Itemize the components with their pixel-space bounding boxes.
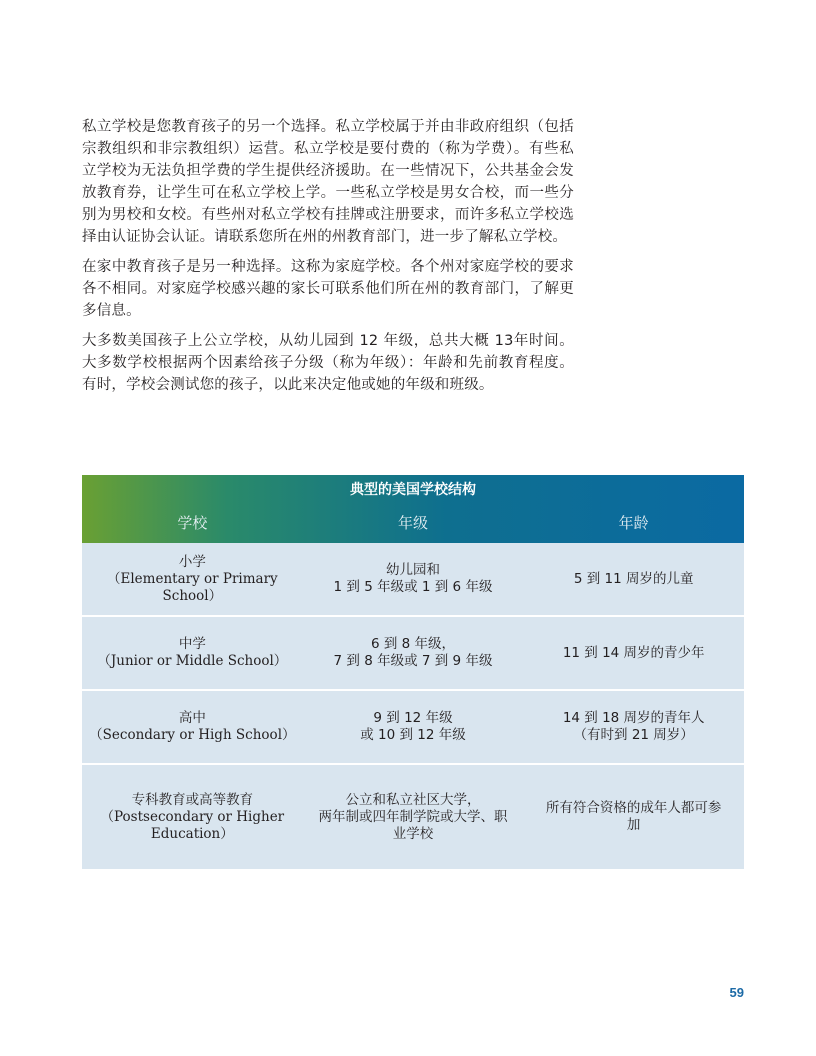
age-line: 14 到 18 周岁的青年人 bbox=[562, 710, 705, 726]
age-line: 加 bbox=[626, 817, 641, 833]
age-line: 11 到 14 周岁的青少年 bbox=[562, 644, 705, 661]
cell-age bbox=[523, 617, 744, 689]
school-name-english: （Elementary or Primary School） bbox=[107, 570, 278, 604]
cell-grade bbox=[303, 543, 524, 615]
column-header-school: 学校 bbox=[177, 514, 208, 532]
cell-school bbox=[82, 617, 303, 689]
age-line: 5 到 11 周岁的儿童 bbox=[573, 570, 694, 587]
table-header bbox=[82, 475, 744, 543]
table-row bbox=[82, 689, 744, 763]
cell-grade bbox=[303, 617, 524, 689]
paragraph-public-schools: 大多数美国孩子上公立学校，从幼儿园到 12 年级，总共大概 13年时间。大多数学校根据两个因素给孩子分级（称为年级）：年龄和先前教育程度。有时，学校会测试您的孩子，以此来决定他或她的年级和班级。 bbox=[82, 333, 574, 393]
cell-age bbox=[523, 691, 744, 763]
cell-school bbox=[82, 543, 303, 615]
cell-grade bbox=[303, 765, 524, 869]
grade-line: 或 10 到 12 年级 bbox=[360, 727, 466, 743]
page-number: 59 bbox=[729, 985, 744, 1000]
body-text bbox=[82, 116, 574, 404]
grade-line: 两年制或四年制学院或大学、职 bbox=[318, 808, 508, 825]
grade-line: 7 到 8 年级或 7 到 9 年级 bbox=[333, 653, 493, 669]
table-title: 典型的美国学校结构 bbox=[350, 482, 476, 498]
paragraph-home-school: 在家中教育孩子是另一种选择。这称为家庭学校。各个州对家庭学校的要求各不相同。对家庭学校感兴趣的家长可联系他们所在州的教育部门，了解更多信息。 bbox=[82, 259, 574, 319]
grade-line: 幼儿园和 bbox=[386, 562, 440, 578]
table-row bbox=[82, 763, 744, 869]
cell-school bbox=[82, 691, 303, 763]
school-structure-table bbox=[82, 475, 744, 869]
grade-line: 公立和私立社区大学， bbox=[345, 791, 481, 808]
grade-line: 1 到 5 年级或 1 到 6 年级 bbox=[333, 579, 493, 595]
grade-line: 6 到 8 年级， bbox=[370, 636, 456, 652]
school-name-english: （Secondary or High School） bbox=[89, 727, 296, 743]
school-name: 中学 bbox=[178, 636, 206, 652]
school-name: 专科教育或高等教育 bbox=[131, 791, 254, 808]
school-name: 小学 bbox=[178, 553, 206, 570]
paragraph-private-schools: 私立学校是您教育孩子的另一个选择。私立学校属于并由非政府组织（包括宗教组织和非宗教组织）运营。私立学校是要付费的（称为学费）。有些私立学校为无法负担学费的学生提供经济援助。在一些情况下，公共基金会发放教育券，让学生可在私立学校上学。一些私立学校是男女合校，而一些分别为男校和女校。有些州对私立学校有挂牌或注册要求，而许多私立学校选择由认证协会认证。请联系您所在州的州教育部门，进一步了解私立学校。 bbox=[82, 119, 574, 245]
grade-line: 业学校 bbox=[392, 825, 434, 842]
column-header-age: 年龄 bbox=[618, 514, 649, 532]
column-headers bbox=[82, 513, 744, 533]
column-header-grade: 年级 bbox=[398, 514, 429, 532]
age-line: （有时到 21 周岁） bbox=[573, 727, 694, 743]
cell-grade bbox=[303, 691, 524, 763]
table-row bbox=[82, 615, 744, 689]
table-row bbox=[82, 543, 744, 615]
school-name-english: （Postsecondary or Higher bbox=[100, 808, 285, 825]
age-line: 所有符合资格的成年人都可参 bbox=[545, 800, 722, 816]
grade-line: 9 到 12 年级 bbox=[373, 710, 453, 726]
school-name: 高中 bbox=[178, 710, 206, 726]
school-name-english: （Junior or Middle School） bbox=[97, 653, 288, 669]
cell-age bbox=[523, 543, 744, 615]
cell-age bbox=[523, 765, 744, 869]
cell-school bbox=[82, 765, 303, 869]
school-name-english: Education） bbox=[150, 825, 234, 842]
